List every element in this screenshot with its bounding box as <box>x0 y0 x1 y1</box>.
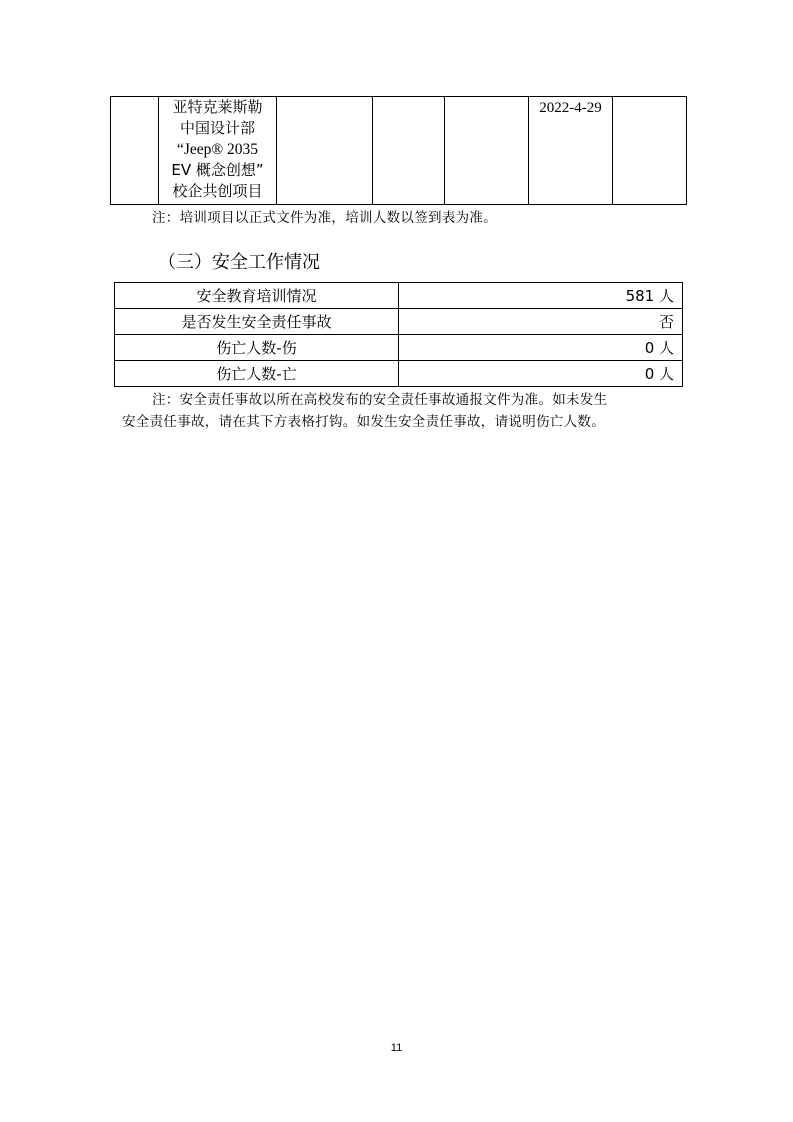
page-number: 11 <box>390 1042 403 1054</box>
table-cell <box>373 97 445 205</box>
project-name-line: 中国设计部 <box>179 119 255 137</box>
training-note: 注：培训项目以正式文件为准，培训人数以签到表为准。 <box>152 210 497 226</box>
date-cell: 2022-4-29 <box>529 97 613 205</box>
safety-note-line: 安全责任事故，请在其下方表格打钩。如发生安全责任事故，请说明伤亡人数。 <box>122 414 605 430</box>
table-cell <box>277 97 373 205</box>
training-table <box>110 96 687 205</box>
project-name-line: “Jeep® 2035 <box>176 141 259 158</box>
row-value: 581 人 <box>399 283 683 309</box>
table-row <box>111 97 687 205</box>
table-row <box>115 283 683 309</box>
table-row <box>115 309 683 335</box>
project-name-line: 亚特克莱斯勒 <box>172 98 263 116</box>
safety-note-line: 注：安全责任事故以所在高校发布的安全责任事故通报文件为准。如未发生 <box>152 392 608 408</box>
row-value: 否 <box>399 309 683 335</box>
project-name-cell <box>159 97 277 205</box>
row-label: 伤亡人数-亡 <box>115 361 399 387</box>
row-value: 0 人 <box>399 361 683 387</box>
section-title: （三）安全工作情况 <box>158 252 320 273</box>
table-cell <box>111 97 159 205</box>
project-name-line: EV 概念创想” <box>171 161 264 179</box>
row-value: 0 人 <box>399 335 683 361</box>
table-cell <box>445 97 529 205</box>
safety-table <box>114 282 683 387</box>
table-cell <box>613 97 687 205</box>
row-label: 安全教育培训情况 <box>115 283 399 309</box>
project-name-line: 校企共创项目 <box>172 182 263 200</box>
row-label: 是否发生安全责任事故 <box>115 309 399 335</box>
table-row <box>115 361 683 387</box>
row-label: 伤亡人数-伤 <box>115 335 399 361</box>
table-row <box>115 335 683 361</box>
